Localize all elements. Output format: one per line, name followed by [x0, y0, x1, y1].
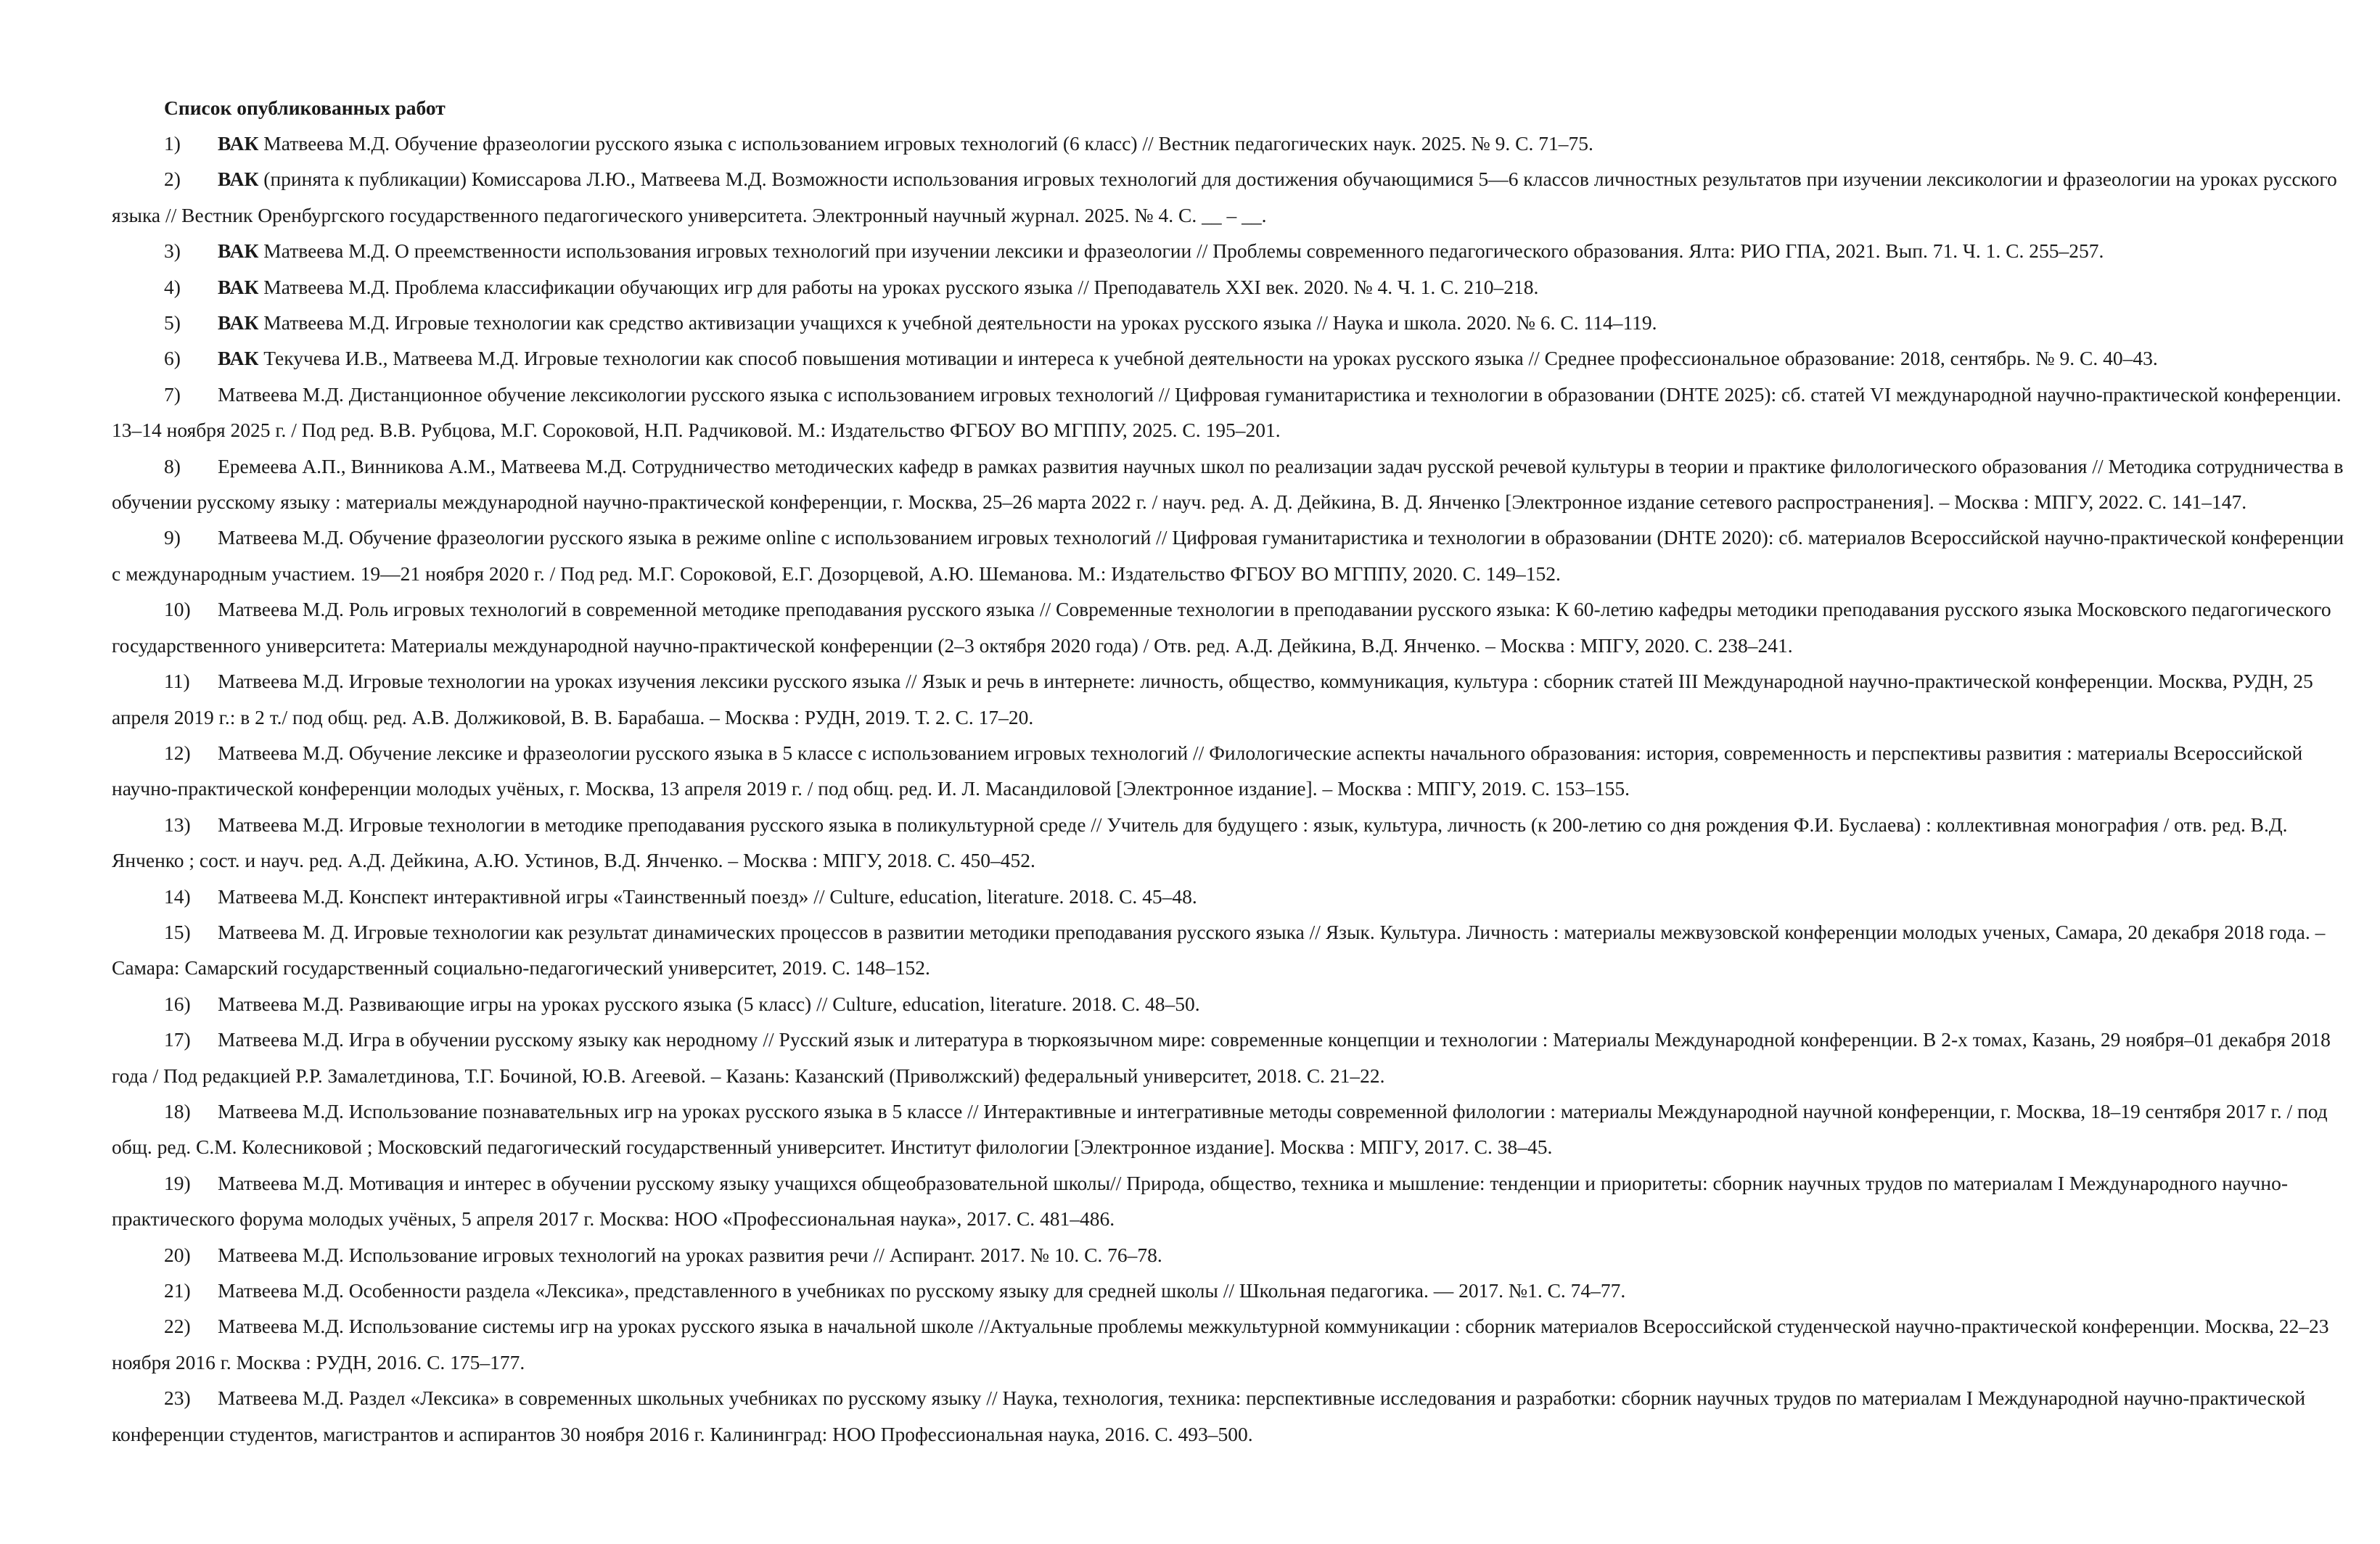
publication-item [112, 1093, 2347, 1165]
publication-item [112, 914, 2347, 986]
document-page [112, 90, 2347, 1452]
publication-text: Матвеева М.Д. Проблема классификации обучающих игр для работы на уроках русского языка // Преподаватель XXI век. 2020. № 4. Ч. 1. С. 210–218. [258, 275, 1539, 298]
publication-text: Матвеева М.Д. Использование системы игр на уроках русского языка в начальной школе //Актуальные проблемы межкультурной коммуникации : сборник материалов Всероссийской студенческой научно-практической конференции. Москва, 22–23 ноября 2016 г. Москва : РУДН, 2016. С. 175–177. [112, 1315, 2329, 1373]
publication-text: Матвеева М.Д. Развивающие игры на уроках русского языка (5 класс) // Culture, education, literature. 2018. С. 48–50. [218, 992, 1200, 1015]
publication-number: 15) [164, 920, 191, 943]
publication-number: 22) [164, 1315, 191, 1338]
publication-text: Матвеева М.Д. Обучение фразеологии русского языка в режиме online с использованием игровых технологий // Цифровая гуманитаристика и технологии в образовании (DHTE 2020): сб. материалов Всероссийской научно-практической конференции с международным участием. 19—21 ноября 2020 г. / Под ред. М.Г. Сороковой, Е.Г. Дозорцевой, А.Ю. Шеманова. М.: Издательство ФГБОУ ВО МГППУ, 2020. С. 149–152. [112, 526, 2344, 585]
publication-text: Матвеева М.Д. Использование познавательных игр на уроках русского языка в 5 классе // Интерактивные и интегративные методы современной филологии : материалы Международной научной конференции, г. Москва, 18–19 сентября 2017 г. / под общ. ред. С.М. Колесниковой ; Московский педагогический государственный университет. Институт филологии [Электронное издание]. Москва : МПГУ, 2017. С. 38–45. [112, 1099, 2328, 1159]
publication-number: 2) [164, 168, 181, 191]
publication-text: Матвеева М.Д. О преемственности использования игровых технологий при изучении лексики и фразеологии // Проблемы современного педагогического образования. Ялта: РИО ГПА, 2021. Вып. 71. Ч. 1. С. 255–257. [258, 239, 2104, 263]
publication-item [112, 161, 2347, 233]
publication-tag: ВАК [218, 311, 259, 334]
publication-number: 3) [164, 239, 181, 263]
publication-text: Матвеева М.Д. Использование игровых технологий на уроках развития речи // Аспирант. 2017. № 10. С. 76–78. [218, 1243, 1162, 1266]
publication-tag: ВАК [218, 347, 259, 370]
publication-number: 5) [164, 311, 181, 334]
publication-number: 6) [164, 347, 181, 370]
publication-item [112, 126, 2347, 161]
publication-tag: ВАК [218, 168, 259, 191]
publication-number: 17) [164, 1028, 191, 1051]
publication-item [112, 448, 2347, 520]
publication-item [112, 807, 2347, 879]
publication-number: 4) [164, 275, 181, 298]
publication-tag: ВАК [218, 239, 259, 263]
publication-item [112, 1022, 2347, 1093]
publication-item [112, 269, 2347, 305]
publication-number: 13) [164, 813, 191, 836]
publication-text: Матвеева М.Д. Обучение фразеологии русского языка с использованием игровых технологий (6 класс) // Вестник педагогических наук. 2025. № 9. С. 71–75. [258, 132, 1593, 155]
publication-number: 23) [164, 1387, 191, 1410]
publication-tag: ВАК [218, 275, 259, 298]
publication-tag: ВАК [218, 132, 259, 155]
publication-number: 20) [164, 1243, 191, 1266]
publication-number: 19) [164, 1171, 191, 1194]
publication-item [112, 879, 2347, 914]
publication-item [112, 377, 2347, 448]
publication-text: Матвеева М.Д. Дистанционное обучение лексикологии русского языка с использованием игровых технологий // Цифровая гуманитаристика и технологии в образовании (DHTE 2025): сб. статей VI международной научно-практической конференции. 13–14 ноября 2025 г. / Под ред. В.В. Рубцова, М.Г. Сороковой, Н.П. Радчиковой. М.: Издательство ФГБОУ ВО МГППУ, 2025. С. 195–201. [112, 382, 2342, 442]
publication-item [112, 233, 2347, 268]
publication-item [112, 986, 2347, 1022]
publication-number: 7) [164, 382, 181, 406]
publication-item [112, 1273, 2347, 1308]
publication-number: 10) [164, 598, 191, 621]
publication-number: 18) [164, 1099, 191, 1122]
publication-item [112, 1237, 2347, 1273]
publication-text: Матвеева М.Д. Мотивация и интерес в обучении русскому языку учащихся общеобразовательной школы// Природа, общество, техника и мышление: тенденции и приоритеты: сборник научных трудов по материалам I Международного научно-практического форума молодых учёных, 5 апреля 2017 г. Москва: НОО «Профессиональная наука», 2017. С. 481–486. [112, 1171, 2288, 1231]
publication-number: 11) [164, 670, 190, 693]
publication-item [112, 340, 2347, 376]
publication-text: Матвеева М.Д. Конспект интерактивной игры «Таинственный поезд» // Culture, education, literature. 2018. С. 45–48. [218, 884, 1197, 908]
publication-number: 14) [164, 884, 191, 908]
publication-item [112, 305, 2347, 340]
publication-text: Матвеева М.Д. Игра в обучении русскому языку как неродному // Русский язык и литература в тюркоязычном мире: современные концепции и технологии : Материалы Международной конференции. В 2-х томах, Казань, 29 ноября–01 декабря 2018 года / Под редакцией Р.Р. Замалетдинова, Т.Г. Бочиной, Ю.В. Агеевой. – Казань: Казанский (Приволжский) федеральный университет, 2018. С. 21–22. [112, 1028, 2331, 1087]
publication-number: 8) [164, 454, 181, 477]
publication-text: Матвеева М.Д. Игровые технологии как средство активизации учащихся к учебной деятельности на уроках русского языка // Наука и школа. 2020. № 6. С. 114–119. [258, 311, 1657, 334]
publication-item [112, 1380, 2347, 1452]
publication-text: Матвеева М.Д. Роль игровых технологий в современной методике преподавания русского языка // Современные технологии в преподавании русского языка: К 60-летию кафедры методики преподавания русского языка Московского педагогического государственного университета: Материалы международной научно-практической конференции (2–3 октября 2020 года) / Отв. ред. А.Д. Дейкина, В.Д. Янченко. – Москва : МПГУ, 2020. С. 238–241. [112, 598, 2331, 657]
publication-text: Еремеева А.П., Винникова А.М., Матвеева М.Д. Сотрудничество методических кафедр в рамках развития научных школ по реализации задач русской речевой культуры в теории и практике филологического образования // Методика сотрудничества в обучении русскому языку : материалы международной научно-практической конференции, г. Москва, 25–26 марта 2022 г. / науч. ред. А. Д. Дейкина, В. Д. Янченко [Электронное издание сетевого распространения]. – Москва : МПГУ, 2022. С. 141–147. [112, 454, 2344, 514]
publication-item [112, 591, 2347, 663]
publication-text: Матвеева М.Д. Раздел «Лексика» в современных школьных учебниках по русскому языку // Наука, технология, техника: перспективные исследования и разработки: сборник научных трудов по материалам I Международной научно-практической конференции студентов, магистрантов и аспирантов 30 ноября 2016 г. Калининград: НОО Профессиональная наука, 2016. С. 493–500. [112, 1387, 2306, 1445]
publication-text: Текучева И.В., Матвеева М.Д. Игровые технологии как способ повышения мотивации и интереса к учебной деятельности на уроках русского языка // Среднее профессиональное образование: 2018, сентябрь. № 9. С. 40–43. [258, 347, 2158, 370]
publication-number: 9) [164, 526, 181, 549]
publication-item [112, 520, 2347, 591]
publication-text: Матвеева М. Д. Игровые технологии как результат динамических процессов в развитии методики преподавания русского языка // Язык. Культура. Личность : материалы межвузовской конференции молодых ученых, Самара, 20 декабря 2018 года. – Самара: Самарский государственный социально-педагогический университет, 2019. С. 148–152. [112, 920, 2326, 980]
publication-item [112, 1308, 2347, 1380]
publication-number: 21) [164, 1279, 191, 1302]
document-heading: Список опубликованных работ [164, 96, 446, 119]
publication-list [112, 126, 2347, 1452]
publication-text: Матвеева М.Д. Игровые технологии в методике преподавания русского языка в поликультурной среде // Учитель для будущего : язык, культура, личность (к 200-летию со дня рождения Ф.И. Буслаева) : коллективная монография / отв. ред. В.Д. Янченко ; сост. и науч. ред. А.Д. Дейкина, А.Ю. Устинов, В.Д. Янченко. – Москва : МПГУ, 2018. С. 450–452. [112, 813, 2288, 872]
publication-text: Матвеева М.Д. Особенности раздела «Лексика», представленного в учебниках по русскому языку для средней школы // Школьная педагогика. — 2017. №1. С. 74–77. [218, 1279, 1626, 1302]
publication-item [112, 663, 2347, 735]
publication-text: Матвеева М.Д. Игровые технологии на уроках изучения лексики русского языка // Язык и речь в интернете: личность, общество, коммуникация, культура : сборник статей III Международной научно-практической конференции. Москва, РУДН, 25 апреля 2019 г.: в 2 т./ под общ. ред. А.В. Должиковой, В. В. Барабаша. – Москва : РУДН, 2019. Т. 2. С. 17–20. [112, 670, 2313, 728]
publication-item [112, 1165, 2347, 1237]
publication-text: (принята к публикации) Комиссарова Л.Ю., Матвеева М.Д. Возможности использования игровых технологий для достижения обучающимися 5—6 классов личностных результатов при изучении лексикологии и фразеологии на уроках русского языка // Вестник Оренбургского государственного педагогического университета. Электронный научный журнал. 2025. № 4. С. __ – __. [112, 168, 2337, 226]
publication-number: 16) [164, 992, 191, 1015]
publication-item [112, 735, 2347, 807]
publication-number: 12) [164, 741, 191, 764]
publication-text: Матвеева М.Д. Обучение лексике и фразеологии русского языка в 5 классе с использованием игровых технологий // Филологические аспекты начального образования: история, современность и перспективы развития : материалы Всероссийской научно-практической конференции молодых учёных, г. Москва, 13 апреля 2019 г. / под общ. ред. И. Л. Масандиловой [Электронное издание]. – Москва : МПГУ, 2019. С. 153–155. [112, 741, 2303, 800]
publication-number: 1) [164, 132, 181, 155]
